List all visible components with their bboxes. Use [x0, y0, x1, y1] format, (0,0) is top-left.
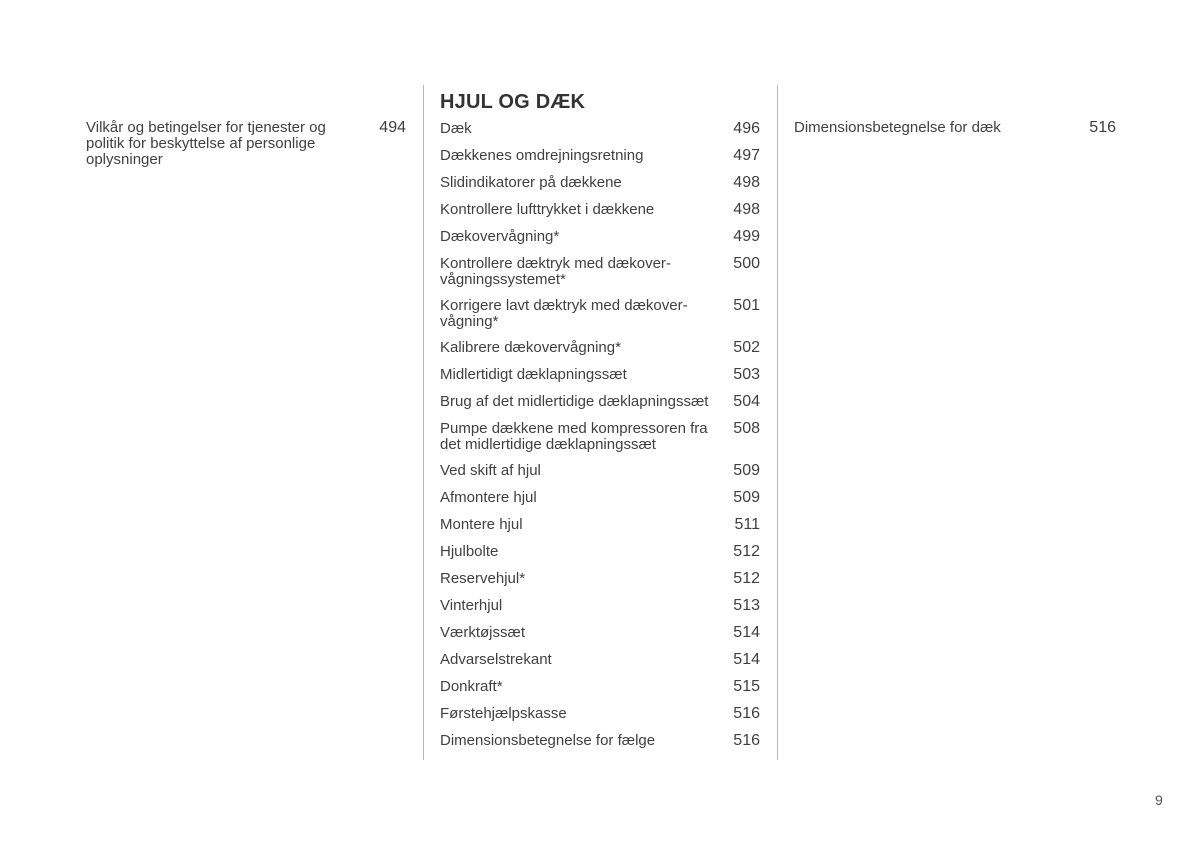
toc-entry-title: Førstehjælpskasse — [440, 705, 567, 722]
toc-column-middle — [440, 88, 760, 759]
toc-entry[interactable] — [794, 119, 1116, 137]
toc-entry-title: Montere hjul — [440, 516, 523, 533]
toc-entry-list — [440, 120, 760, 750]
toc-entry-title: Vinterhjul — [440, 597, 503, 614]
toc-entry-title: Pumpe dækkene med kompressoren fra det midlertidige dæklapningssæt — [440, 420, 708, 453]
toc-entry-title: Korrigere lavt dæktryk med dækovervågning* — [440, 297, 688, 330]
toc-entry[interactable] — [440, 489, 760, 507]
toc-entry[interactable] — [440, 420, 760, 453]
toc-entry[interactable] — [440, 201, 760, 219]
toc-entry[interactable] — [86, 119, 406, 168]
toc-entry-title: Kontrollere lufttrykket i dækkene — [440, 201, 655, 218]
toc-entry[interactable] — [440, 393, 760, 411]
toc-column-left — [86, 119, 406, 177]
toc-entry[interactable] — [440, 147, 760, 165]
toc-entry-page: 498 — [733, 174, 760, 191]
toc-entry-page: 515 — [733, 678, 760, 695]
toc-entry[interactable] — [440, 705, 760, 723]
toc-entry-page: 502 — [733, 339, 760, 356]
toc-entry-title: Ved skift af hjul — [440, 462, 541, 479]
toc-entry-page: 498 — [733, 201, 760, 218]
toc-entry-page: 497 — [733, 147, 760, 164]
toc-entry-title: Dækovervågning* — [440, 228, 560, 245]
toc-entry-page: 516 — [733, 705, 760, 722]
toc-entry[interactable] — [440, 120, 760, 138]
toc-entry-title: Hjulbolte — [440, 543, 499, 560]
toc-entry-title: Donkraft* — [440, 678, 503, 695]
toc-entry[interactable] — [440, 570, 760, 588]
toc-entry-page: 514 — [733, 624, 760, 641]
toc-entry-page: 512 — [733, 543, 760, 560]
toc-column-right — [794, 119, 1116, 146]
toc-entry-page: 509 — [733, 462, 760, 479]
toc-entry[interactable] — [440, 366, 760, 384]
toc-entry-title: Kontrollere dæktryk med dækovervågningssystemet* — [440, 255, 671, 288]
toc-entry-page: 516 — [1089, 119, 1116, 136]
toc-entry-page: 511 — [734, 516, 760, 533]
toc-entry-title: Afmontere hjul — [440, 489, 537, 506]
toc-entry-title: Dækkenes omdrejningsretning — [440, 147, 644, 164]
toc-entry-title: Dimensionsbetegnelse for fælge — [440, 732, 656, 749]
toc-entry-title: Vilkår og betingelser for tjenester og politik for beskyttelse af personlige oplysninger — [86, 119, 326, 168]
toc-entry[interactable] — [440, 228, 760, 246]
toc-entry-page: 514 — [733, 651, 760, 668]
toc-entry-page: 499 — [733, 228, 760, 245]
toc-entry-page: 494 — [379, 119, 406, 136]
toc-entry-page: 503 — [733, 366, 760, 383]
toc-entry-page: 516 — [733, 732, 760, 749]
toc-entry[interactable] — [440, 297, 760, 330]
toc-entry[interactable] — [440, 462, 760, 480]
toc-entry-page: 496 — [733, 120, 760, 137]
toc-entry[interactable] — [440, 597, 760, 615]
toc-entry-page: 508 — [733, 420, 760, 437]
toc-entry-title: Dæk — [440, 120, 472, 137]
toc-entry[interactable] — [440, 624, 760, 642]
toc-entry-title: Kalibrere dækovervågning* — [440, 339, 621, 356]
column-divider-left — [423, 85, 424, 760]
toc-entry-page: 501 — [733, 297, 760, 314]
toc-entry[interactable] — [440, 339, 760, 357]
toc-entry-title: Brug af det midlertidige dæklapningssæt — [440, 393, 709, 410]
toc-entry[interactable] — [440, 732, 760, 750]
toc-entry-page: 509 — [733, 489, 760, 506]
toc-entry[interactable] — [440, 651, 760, 669]
toc-entry-title: Advarselstrekant — [440, 651, 552, 668]
toc-entry-page: 500 — [733, 255, 760, 272]
column-divider-right — [777, 85, 778, 760]
toc-entry[interactable] — [440, 255, 760, 288]
toc-entry-title: Værktøjssæt — [440, 624, 526, 641]
page-number: 9 — [1155, 792, 1163, 808]
toc-entry[interactable] — [440, 543, 760, 561]
toc-entry[interactable] — [440, 174, 760, 192]
toc-entry-title: Dimensionsbetegnelse for dæk — [794, 119, 1001, 136]
toc-entry[interactable] — [440, 516, 760, 534]
toc-entry-page: 513 — [733, 597, 760, 614]
toc-entry[interactable] — [440, 678, 760, 696]
toc-entry-title: Reservehjul* — [440, 570, 526, 587]
toc-entry-title: Midlertidigt dæklapningssæt — [440, 366, 627, 383]
toc-entry-title: Slidindikatorer på dækkene — [440, 174, 622, 191]
section-title: HJUL OG DÆK — [440, 91, 586, 113]
toc-entry-page: 504 — [733, 393, 760, 410]
toc-entry-page: 512 — [733, 570, 760, 587]
